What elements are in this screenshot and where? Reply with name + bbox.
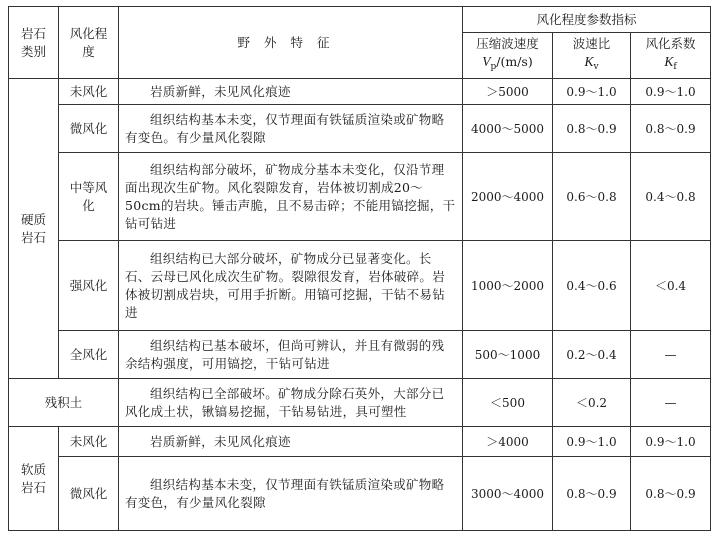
vp-cell: 2000～4000 [463,153,553,241]
kf-cell: — [631,379,711,427]
header-kv-label: 波速比 [572,36,611,51]
table-row [9,241,711,331]
feature-cell: 岩质新鲜，未见风化痕迹 [119,79,463,105]
soft-rock-label: 软质岩石 [9,427,59,531]
header-rock-class: 岩石类别 [9,7,59,79]
kv-cell: 0.6～0.8 [553,153,631,241]
feature-cell: 组织结构已基本破坏，但尚可辨认，并且有微弱的残余结构强度，可用镐挖，干钻可钻进 [119,331,463,379]
degree-cell: 微风化 [59,457,119,531]
header-vp [463,33,553,79]
header-kf [631,33,711,79]
table-row [9,331,711,379]
kf-cell: 0.9～1.0 [631,427,711,457]
feature-cell: 组织结构基本未变，仅节理面有铁锰质渲染或矿物略有变色，有少量风化裂隙 [119,457,463,531]
kf-symbol: K [664,54,674,69]
vp-cell: 500～1000 [463,331,553,379]
vp-unit: /(m/s) [496,54,533,69]
degree-cell: 微风化 [59,105,119,153]
header-kf-label: 风化系数 [645,36,696,51]
feature-cell: 岩质新鲜，未见风化痕迹 [119,427,463,457]
table-row [9,427,711,457]
kf-cell: 0.4～0.8 [631,153,711,241]
kv-cell: 0.9～1.0 [553,427,631,457]
header-field-features: 野外特征 [119,7,463,79]
header-kv [553,33,631,79]
hard-rock-label: 硬质岩石 [9,79,59,379]
kv-cell: 0.9～1.0 [553,79,631,105]
feature-cell: 组织结构已大部分破坏，矿物成分已显著变化。长石、云母已风化成次生矿物。裂隙很发育，岩体破碎。岩体被切割成岩块，可用手折断。用镐可挖掘，干钻不易钻进 [119,241,463,331]
header-kf-symbol-line [637,53,704,76]
kf-cell: ＜0.4 [631,241,711,331]
degree-cell: 未风化 [59,427,119,457]
kv-cell: ＜0.2 [553,379,631,427]
vp-cell: 1000～2000 [463,241,553,331]
vp-subscript: p [490,62,497,72]
vp-cell: 3000～4000 [463,457,553,531]
table-row [9,153,711,241]
kv-cell: 0.8～0.9 [553,457,631,531]
kf-cell: 0.9～1.0 [631,79,711,105]
residual-soil-label: 残积土 [9,379,119,427]
degree-cell: 未风化 [59,79,119,105]
vp-cell: ＞5000 [463,79,553,105]
table-row [9,379,711,427]
kv-symbol: K [584,54,594,69]
header-weathering-degree: 风化程度 [59,7,119,79]
degree-cell: 中等风化 [59,153,119,241]
feature-cell: 组织结构基本未变，仅节理面有铁锰质渲染或矿物略有变色。有少量风化裂隙 [119,105,463,153]
kf-cell: 0.8～0.9 [631,457,711,531]
feature-cell: 组织结构已全部破坏。矿物成分除石英外，大部分已风化成土状，锹镐易挖掘，干钻易钻进，具可塑性 [119,379,463,427]
kv-cell: 0.2～0.4 [553,331,631,379]
table-row [9,79,711,105]
degree-cell: 全风化 [59,331,119,379]
table-row [9,457,711,531]
vp-symbol: V [482,54,491,69]
header-vp-symbol-line [469,53,546,76]
vp-cell: 4000～5000 [463,105,553,153]
header-vp-label: 压缩波速度 [476,36,539,51]
header-row-1 [9,7,711,33]
vp-cell: ＞4000 [463,427,553,457]
table-row [9,105,711,153]
kv-cell: 0.4～0.6 [553,241,631,331]
degree-cell: 强风化 [59,241,119,331]
kf-cell: — [631,331,711,379]
weathering-table-wrapper [8,6,710,531]
weathering-degree-table [8,6,711,531]
kv-subscript: v [593,62,599,72]
vp-cell: ＜500 [463,379,553,427]
header-param-group: 风化程度参数指标 [463,7,711,33]
kf-cell: 0.8～0.9 [631,105,711,153]
kv-cell: 0.8～0.9 [553,105,631,153]
header-kv-symbol-line [559,53,624,76]
feature-cell: 组织结构部分破坏，矿物成分基本未变化，仅沿节理面出现次生矿物。风化裂隙发育，岩体被切割成20～50cm的岩块。锤击声脆，且不易击碎；不能用镐挖掘，干钻可钻进 [119,153,463,241]
kf-subscript: f [673,62,677,72]
